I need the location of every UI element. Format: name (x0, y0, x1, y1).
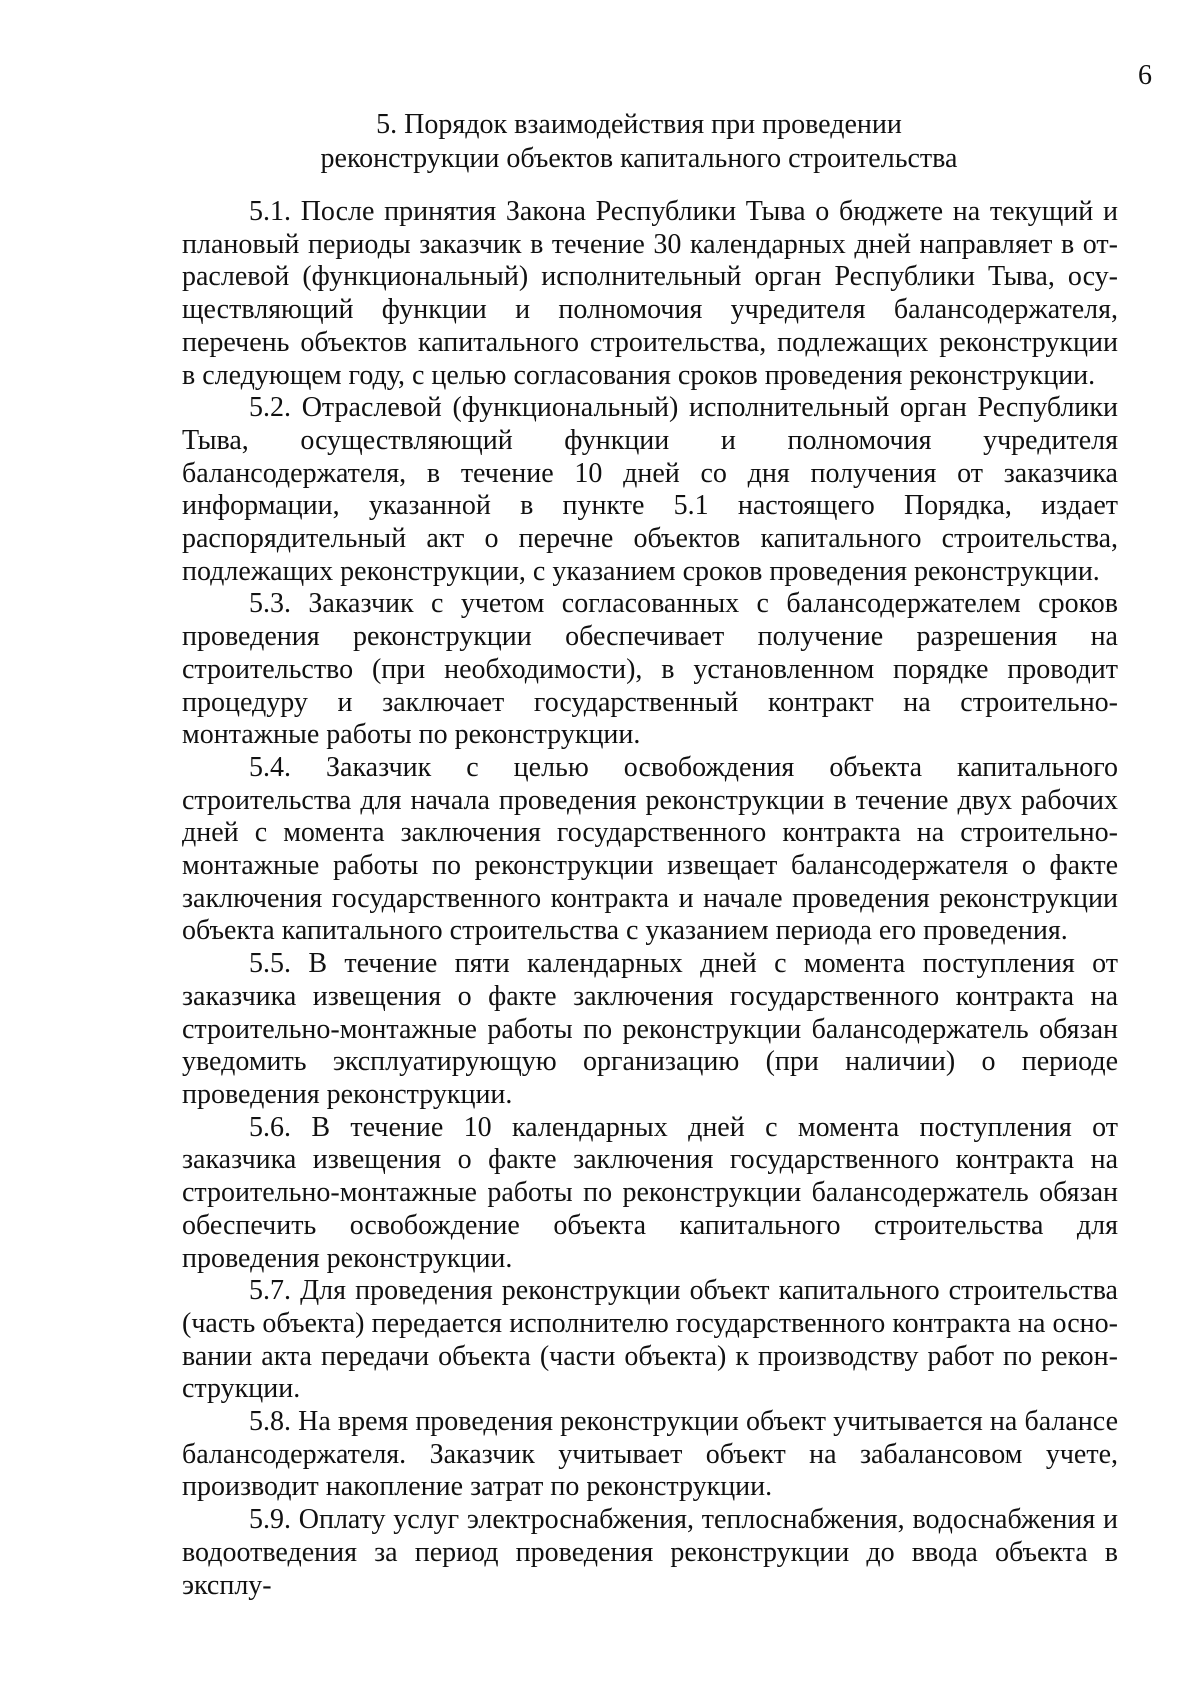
section-body (182, 196, 1118, 1602)
paragraph-5-6: 5.6. В течение 10 календарных дней с момента поступления от заказчика извещения о факте заключения государственного контракта на строительно-монтажные работы по реконструкции балансодержатель обязан обеспечить освобождение объекта капитального строительства для проведения реконструкции. (182, 1111, 1118, 1274)
page-number: 6 (1138, 60, 1152, 91)
paragraph-5-4: 5.4. Заказчик с целью освобождения объекта капитального строительства для начала проведения реконструкции в течение двух рабочих дней с момента заключения государственного контракта на строительно-монтажные работы по реконструкции извещает балансодержателя о факте заключения государственного контракта и начале проведения реконструкции объекта капитального строительства с указанием периода его проведения. (182, 751, 1118, 947)
paragraph-5-1: 5.1. После принятия Закона Республики Тыва о бюджете на текущий и плановый периоды заказчик в течение 30 календарных дней направляет в отраслевой (функциональный) исполнительный орган Республики Тыва, осуществляющий функции и полномочия учредителя балансодержателя, перечень объектов капитального строительства, подлежащих реконструкции в следующем году, с целью согласования сроков проведения реконструкции. (182, 196, 1118, 391)
section-heading (160, 108, 1118, 176)
section-heading-line-2: реконструкции объектов капитального строительства (320, 143, 958, 174)
paragraph-5-9: 5.9. Оплату услуг электроснабжения, теплоснабжения, водоснабжения и водоотведения за период проведения реконструкции до ввода объекта в эксплу- (182, 1504, 1118, 1601)
section-heading-line-1: 5. Порядок взаимодействия при проведении (376, 109, 902, 140)
paragraph-5-2: 5.2. Отраслевой (функциональный) исполнительный орган Республики Тыва, осуществляющий функции и полномочия учредителя балансодержателя, в течение 10 дней со дня получения от заказчика информации, указанной в пункте 5.1 настоящего Порядка, издает распорядительный акт о перечне объектов капитального строительства, подлежащих реконструкции, с указанием сроков проведения реконструкции. (182, 392, 1118, 587)
paragraph-5-3: 5.3. Заказчик с учетом согласованных с балансодержателем сроков проведения реконструкции обеспечивает получение разрешения на строительство (при необходимости), в установленном порядке проводит процедуру и заключает государственный контракт на строительно-монтажные работы по реконструкции. (182, 588, 1118, 751)
paragraph-5-7: 5.7. Для проведения реконструкции объект капитального строительства (часть объекта) передается исполнителю государственного контракта на основании акта передачи объекта (части объекта) к производству работ по реконструкции. (182, 1275, 1118, 1405)
paragraph-5-8: 5.8. На время проведения реконструкции объект учитывается на балансе балансодержателя. Заказчик учитывает объект на забалансовом учете, производит накопление затрат по реконструкции. (182, 1406, 1118, 1503)
paragraph-5-5: 5.5. В течение пяти календарных дней с момента поступления от заказчика извещения о факте заключения государственного контракта на строительно-монтажные работы по реконструкции балансодержатель обязан уведомить эксплуатирующую организацию (при наличии) о периоде проведения реконструкции. (182, 948, 1118, 1110)
